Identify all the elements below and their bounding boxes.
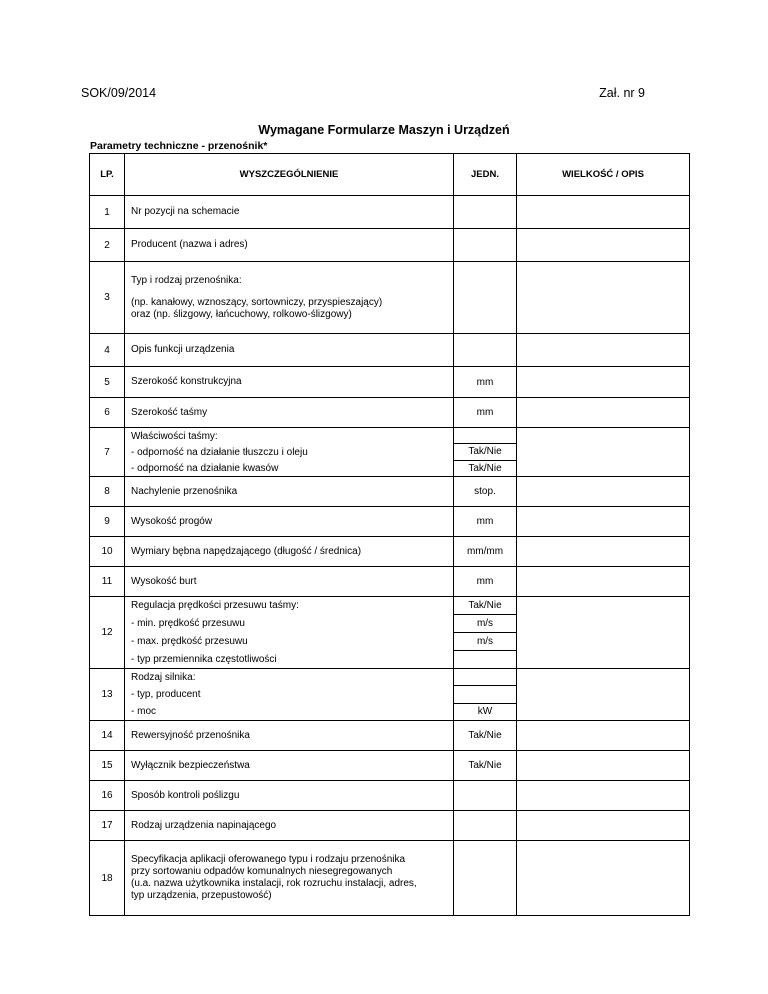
- row-unit-cell: Tak/Nie: [468, 600, 502, 611]
- row-number: 11: [90, 567, 125, 597]
- row-unit: [454, 841, 517, 916]
- table-row: [90, 567, 690, 597]
- row-value-field[interactable]: [517, 262, 690, 334]
- row-number: 16: [90, 781, 125, 811]
- row-description: Opis funkcji urządzenia: [125, 334, 454, 367]
- row-number: 15: [90, 751, 125, 781]
- row-value-field[interactable]: [517, 428, 690, 477]
- row-number: 8: [90, 477, 125, 507]
- row-number: 12: [90, 597, 125, 669]
- row-description: Nachylenie przenośnika: [125, 477, 454, 507]
- row-unit: Tak/Nie: [454, 721, 517, 751]
- row-unit-cell: [454, 669, 516, 685]
- row-unit: [454, 229, 517, 262]
- row-description-line: oraz (np. ślizgowy, łańcuchowy, rolkowo-ślizgowy): [131, 308, 352, 320]
- row-unit: [454, 781, 517, 811]
- row-description-line: - odporność na działanie kwasów: [131, 462, 279, 474]
- row-description-line: (np. kanałowy, wznoszący, sortowniczy, przyspieszający): [131, 296, 383, 308]
- row-number: 3: [90, 262, 125, 334]
- row-number: 14: [90, 721, 125, 751]
- column-header-description: WYSZCZEGÓLNIENIE: [125, 154, 454, 196]
- row-value-field[interactable]: [517, 751, 690, 781]
- row-value-field[interactable]: [517, 507, 690, 537]
- attachment-number: Zał. nr 9: [599, 86, 645, 100]
- row-value-field[interactable]: [517, 781, 690, 811]
- row-value-field[interactable]: [517, 398, 690, 428]
- table-row: [90, 751, 690, 781]
- table-header-row: [90, 154, 690, 196]
- row-description-line: Specyfikacja aplikacji oferowanego typu i rodzaju przenośnika: [131, 854, 406, 865]
- row-description: [125, 597, 454, 669]
- row-value-field[interactable]: [517, 196, 690, 229]
- section-subtitle: Parametry techniczne - przenośnik*: [90, 140, 268, 152]
- row-number: 2: [90, 229, 125, 262]
- table-row: [90, 428, 690, 477]
- row-unit-cell: m/s: [454, 632, 516, 650]
- table-row: [90, 477, 690, 507]
- row-description-line: Regulacja prędkości przesuwu taśmy:: [131, 600, 299, 612]
- row-unit-cell: Tak/Nie: [454, 443, 516, 459]
- row-value-field[interactable]: [517, 567, 690, 597]
- table-row: [90, 721, 690, 751]
- table-row: [90, 597, 690, 669]
- row-description: Wyłącznik bezpieczeństwa: [125, 751, 454, 781]
- row-unit: Tak/Nie: [454, 751, 517, 781]
- row-description-line: - max. prędkość przesuwu: [131, 635, 248, 647]
- row-number: 6: [90, 398, 125, 428]
- row-description: Szerokość konstrukcyjna: [125, 367, 454, 398]
- row-number: 9: [90, 507, 125, 537]
- row-description: Producent (nazwa i adres): [125, 229, 454, 262]
- column-header-lp: LP.: [90, 154, 125, 196]
- row-value-field[interactable]: [517, 841, 690, 916]
- row-description-line: - moc: [131, 706, 156, 717]
- row-unit: mm: [454, 398, 517, 428]
- row-description: [125, 841, 454, 916]
- row-unit-cell: m/s: [454, 614, 516, 632]
- table-row: [90, 841, 690, 916]
- table-row: [90, 811, 690, 841]
- row-unit-cell: [454, 428, 516, 443]
- row-unit: mm: [454, 367, 517, 398]
- row-description: [125, 262, 454, 334]
- row-value-field[interactable]: [517, 229, 690, 262]
- row-value-field[interactable]: [517, 334, 690, 367]
- row-number: 4: [90, 334, 125, 367]
- column-header-value: WIELKOŚĆ / OPIS: [517, 154, 690, 196]
- row-description: Rodzaj urządzenia napinającego: [125, 811, 454, 841]
- row-unit: [454, 196, 517, 229]
- row-unit: [454, 262, 517, 334]
- row-description: Nr pozycji na schemacie: [125, 196, 454, 229]
- row-unit-cell: Tak/Nie: [454, 460, 516, 476]
- row-unit: [454, 669, 517, 721]
- table-row: [90, 781, 690, 811]
- row-description-line: Właściwości taśmy:: [131, 430, 218, 442]
- row-number: 10: [90, 537, 125, 567]
- row-description: Szerokość taśmy: [125, 398, 454, 428]
- row-value-field[interactable]: [517, 477, 690, 507]
- table-row: [90, 507, 690, 537]
- row-description-line: Typ i rodzaj przenośnika:: [131, 274, 242, 286]
- row-description-line: - odporność na działanie tłuszczu i oleju: [131, 446, 308, 458]
- column-header-unit: JEDN.: [454, 154, 517, 196]
- parameters-table: [89, 153, 690, 916]
- row-value-field[interactable]: [517, 669, 690, 721]
- row-description-line: (u.a. nazwa użytkownika instalacji, rok rozruchu instalacji, adres,: [131, 878, 417, 889]
- row-unit: mm/mm: [454, 537, 517, 567]
- row-unit: stop.: [454, 477, 517, 507]
- row-value-field[interactable]: [517, 537, 690, 567]
- row-number: 17: [90, 811, 125, 841]
- row-number: 5: [90, 367, 125, 398]
- row-description: [125, 669, 454, 721]
- row-number: 1: [90, 196, 125, 229]
- row-number: 13: [90, 669, 125, 721]
- document-reference: SOK/09/2014: [81, 86, 157, 100]
- row-unit: [454, 428, 517, 477]
- table-row: [90, 196, 690, 229]
- row-description: Wymiary bębna napędzającego (długość / średnica): [125, 537, 454, 567]
- row-unit: mm: [454, 567, 517, 597]
- row-description: Sposób kontroli poślizgu: [125, 781, 454, 811]
- row-description-line: - typ przemiennika częstotliwości: [131, 653, 277, 665]
- row-unit-cell: [454, 650, 516, 668]
- row-value-field[interactable]: [517, 597, 690, 669]
- row-description-line: - typ, producent: [131, 689, 201, 700]
- table-row: [90, 367, 690, 398]
- table-row: [90, 398, 690, 428]
- row-description-line: - min. prędkość przesuwu: [131, 618, 245, 630]
- row-number: 7: [90, 428, 125, 477]
- row-unit: mm: [454, 507, 517, 537]
- row-unit: [454, 334, 517, 367]
- table-row: [90, 537, 690, 567]
- row-value-field[interactable]: [517, 721, 690, 751]
- row-description-line: przy sortowaniu odpadów komunalnych niesegregowanych: [131, 866, 393, 877]
- table-row: [90, 334, 690, 367]
- row-unit-cell: [454, 685, 516, 702]
- document-title: Wymagane Formularze Maszyn i Urządzeń: [258, 123, 510, 137]
- row-unit-cell: kW: [454, 703, 516, 720]
- row-unit: [454, 597, 517, 669]
- row-value-field[interactable]: [517, 367, 690, 398]
- table-row: [90, 262, 690, 334]
- table-row: [90, 669, 690, 721]
- row-description-line: Rodzaj silnika:: [131, 672, 196, 683]
- table-row: [90, 229, 690, 262]
- row-description: Wysokość progów: [125, 507, 454, 537]
- row-description-line: typ urządzenia, przepustowość): [131, 890, 272, 901]
- row-unit: [454, 811, 517, 841]
- row-description: Wysokość burt: [125, 567, 454, 597]
- row-description: Rewersyjność przenośnika: [125, 721, 454, 751]
- row-description: [125, 428, 454, 477]
- row-number: 18: [90, 841, 125, 916]
- row-value-field[interactable]: [517, 811, 690, 841]
